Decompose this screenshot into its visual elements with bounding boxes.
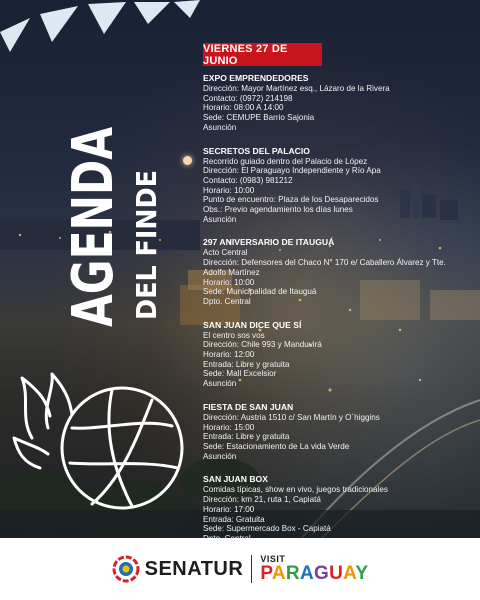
event-expo-emprendedores — [203, 73, 478, 133]
bunting-decoration — [0, 0, 200, 70]
event-title: FIESTA DE SAN JUAN — [203, 401, 294, 412]
title-line-1: AGENDA — [61, 62, 126, 327]
event-detail: El centro sos vos — [203, 330, 265, 340]
visit-label: VISIT — [260, 554, 286, 564]
event-detail: Asunción — [203, 122, 237, 132]
event-detail: Entrada: Libre y gratuita — [203, 432, 290, 442]
event-detail: Dirección: Austria 1510 c/ San Martín y O´higgins — [203, 412, 380, 422]
event-detail: Sede: Municipalidad de Itauguá — [203, 287, 317, 297]
event-detail: Recorrido guiado dentro del Palacio de López — [203, 156, 368, 166]
event-detail: Horario: 10:00 — [203, 277, 255, 287]
event-title: SAN JUAN BOX — [203, 474, 268, 485]
visit-paraguay-logo — [260, 555, 368, 583]
event-san-juan-box — [203, 474, 478, 543]
event-detail: Asunción — [203, 451, 237, 461]
title-line-2: DEL FINDE — [130, 154, 163, 320]
paraguay-letter: R — [285, 563, 300, 584]
event-detail: Dirección: km 21, ruta 1, Capiatá — [203, 495, 321, 505]
footer-logos — [0, 538, 480, 600]
event-title: EXPO EMPRENDEDORES — [203, 73, 309, 83]
paraguay-letter: P — [260, 563, 272, 584]
event-detail: Sede: CEMUPE Barrio Sajonia — [203, 113, 315, 123]
event-title: 297 ANIVERSARIO DE ITAUGUÁ — [203, 237, 335, 248]
event-detail: Entrada: Libre y gratuita — [203, 359, 290, 369]
event-detail: Dirección: El Paraguayo Independiente y Río Apa — [203, 166, 381, 176]
event-title: SECRETOS DEL PALACIO — [203, 145, 310, 156]
event-detail: Horario: 15:00 — [203, 422, 255, 432]
senatur-logo — [112, 555, 244, 583]
moon — [183, 156, 192, 165]
event-detail: Obs.: Previo agendamiento los días lunes — [203, 205, 353, 215]
event-san-juan-dice-que-si — [203, 320, 478, 389]
paraguay-letter: A — [271, 563, 286, 584]
events-list — [203, 73, 478, 557]
event-title: SAN JUAN DICE QUE SÍ — [203, 319, 302, 330]
event-detail: Horario: 17:00 — [203, 504, 255, 514]
paraguay-letter: A — [299, 563, 314, 584]
event-detail: Entrada: Gratuita — [203, 514, 265, 524]
senatur-emblem-icon — [112, 555, 140, 583]
paraguay-letter: Y — [355, 563, 369, 584]
event-detail: Acto Central — [203, 248, 248, 258]
paraguay-letter: A — [343, 563, 356, 584]
senatur-wordmark: SENATUR — [144, 557, 244, 580]
paraguay-letter: G — [313, 563, 330, 584]
event-detail: Dpto. Central — [203, 296, 251, 306]
event-detail: Sede: Mall Excelsior — [203, 369, 277, 379]
event-detail: Asunción — [203, 379, 237, 389]
event-detail: Dirección: Defensores del Chaco N° 170 e/ Caballero Álvarez y Tte. — [203, 258, 446, 268]
event-detail: Contacto: (0972) 214198 — [203, 93, 293, 103]
event-detail: Adolfo Martínez — [203, 267, 260, 277]
event-detail: Sede: Estacionamiento de La vida Verde — [203, 441, 350, 451]
agenda-title — [30, 62, 180, 345]
paraguay-letter: U — [329, 563, 344, 584]
event-detail: Horario: 08:00 A 14:00 — [203, 103, 284, 113]
event-detail: Sede: Supermercado Box - Capiatá — [203, 524, 331, 534]
event-fiesta-de-san-juan — [203, 402, 478, 462]
event-detail: Comidas típicas, show en vivo, juegos tradicionales — [203, 485, 388, 495]
event-detail: Contacto: (0983) 981212 — [203, 175, 293, 185]
event-secretos-del-palacio — [203, 146, 478, 225]
date-badge: VIERNES 27 DE JUNIO — [203, 43, 322, 66]
logo-divider — [251, 555, 252, 583]
event-detail: Punto de encuentro: Plaza de los Desaparecidos — [203, 195, 379, 205]
event-detail: Dirección: Mayor Martínez esq., Lázaro de la Rivera — [203, 84, 390, 93]
event-detail: Asunción — [203, 214, 237, 224]
event-detail: Horario: 10:00 — [203, 185, 255, 195]
volleyball-fire-icon — [12, 368, 192, 518]
event-detail: Dirección: Chile 993 y Manduvirá — [203, 340, 322, 350]
event-aniversario-itaugua — [203, 237, 478, 306]
event-detail: Horario: 12:00 — [203, 350, 255, 360]
paraguay-wordmark — [260, 564, 368, 583]
